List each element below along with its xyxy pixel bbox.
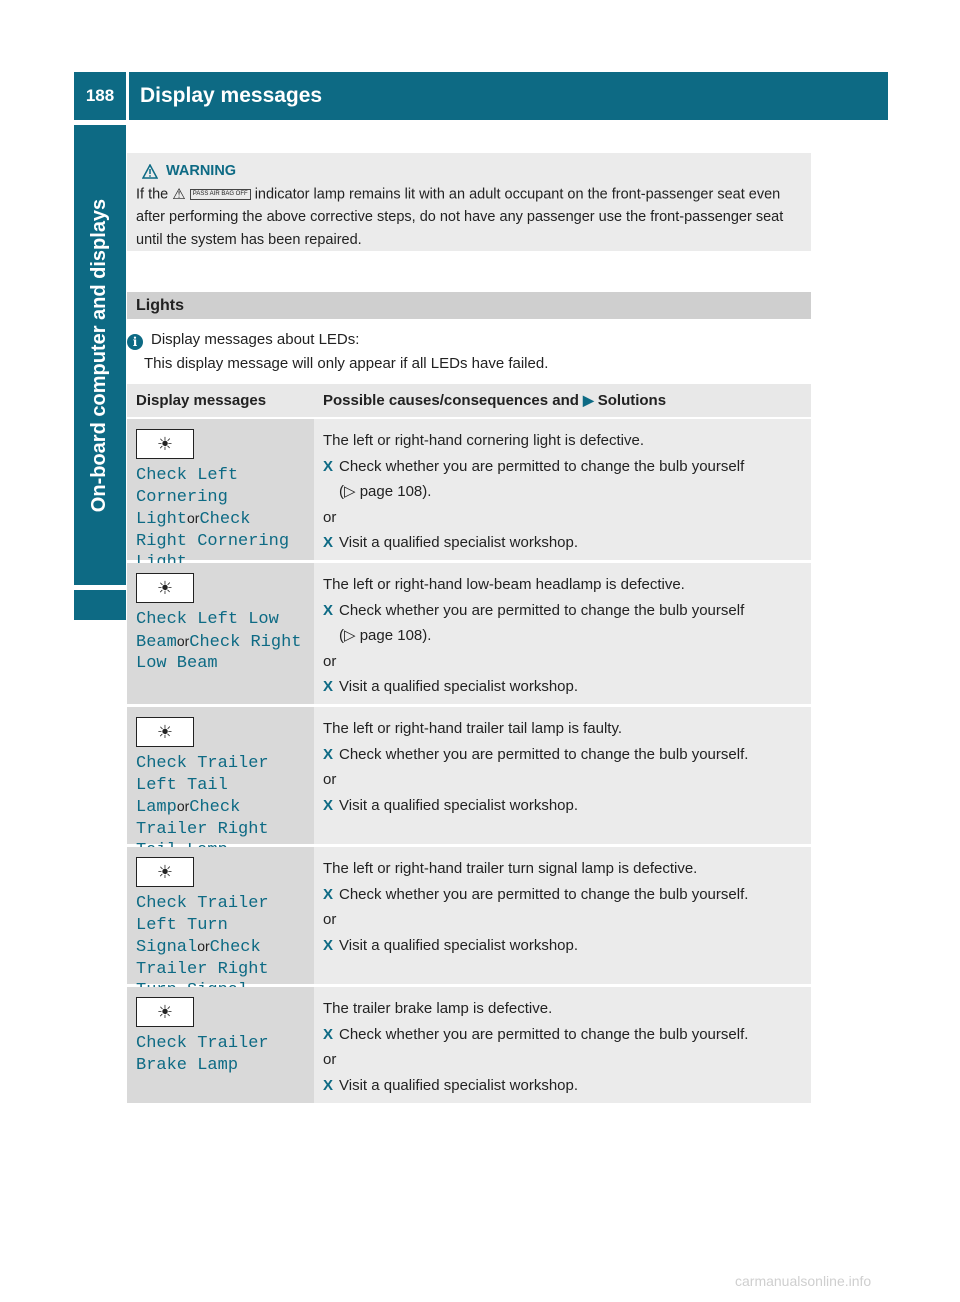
message-code-a: Check Trailer Left Turn Signal <box>136 894 269 957</box>
message-cell <box>127 987 314 1103</box>
bulb-icon: ☀ <box>136 717 194 747</box>
step-arrow-icon: X <box>323 885 334 903</box>
warning-text-start: If the <box>136 186 169 203</box>
or-text: or <box>323 652 337 670</box>
column-header-causes: Possible causes/consequences and <box>323 392 579 409</box>
step-text: Check whether you are permitted to change the bulb yourself <box>339 457 745 475</box>
step-check-bulb <box>323 1022 802 1048</box>
bulb-icon: ☀ <box>136 857 194 887</box>
message-code-b: Check Trailer Right <box>136 798 269 839</box>
section-heading: Lights <box>127 292 811 319</box>
arrow-icon: ▶ <box>582 392 594 408</box>
chapter-marker <box>74 590 126 620</box>
step-text: Check whether you are permitted to change the bulb yourself. <box>339 1025 749 1043</box>
solution-cell <box>314 707 811 844</box>
step-arrow-icon: X <box>323 534 334 551</box>
display-message <box>136 465 305 574</box>
warning-label: WARNING <box>166 163 237 179</box>
step-arrow-icon: X <box>323 745 334 763</box>
solution-cell <box>314 563 811 704</box>
step-arrow-icon: X <box>323 601 334 619</box>
page-reference[interactable]: (▷ page 108). <box>339 483 432 500</box>
display-message <box>136 609 305 675</box>
step-text: Visit a qualified specialist workshop. <box>339 534 579 551</box>
message-cell <box>127 419 314 560</box>
step-visit-workshop <box>323 793 802 819</box>
table-row <box>127 707 811 847</box>
info-icon: i <box>127 334 143 350</box>
cause-text: The left or right-hand cornering light is defective. <box>323 432 644 449</box>
step-text: Check whether you are permitted to change the bulb yourself. <box>339 745 749 763</box>
note-line-1: Display messages about LEDs: <box>151 331 360 348</box>
table-row <box>127 987 811 1106</box>
message-code-a: Check Trailer Brake Lamp <box>136 1034 269 1075</box>
display-message <box>136 1033 305 1076</box>
warning-header <box>136 160 802 183</box>
step-visit-workshop <box>323 674 802 700</box>
or-text: or <box>323 1051 337 1068</box>
step-visit-workshop <box>323 1073 802 1099</box>
or-text: or <box>323 508 337 526</box>
step-text: Visit a qualified specialist workshop. <box>339 678 579 695</box>
or-separator: or <box>197 938 210 954</box>
info-note <box>127 328 811 376</box>
page-reference[interactable]: (▷ page 108). <box>339 627 432 644</box>
or-separator: or <box>176 632 190 649</box>
warning-text <box>136 183 802 252</box>
column-header-messages: Display messages <box>136 392 267 409</box>
cause-text: The left or right-hand low-beam headlamp is defective. <box>323 576 685 593</box>
message-code-b: Check Right Low Beam <box>136 632 302 673</box>
step-arrow-icon: X <box>323 678 334 695</box>
or-text: or <box>323 771 337 788</box>
table-row <box>127 419 811 563</box>
message-cell <box>127 847 314 984</box>
step-arrow-icon: X <box>323 796 334 814</box>
message-code-a: Check Left Cornering Light <box>136 466 239 529</box>
step-arrow-icon: X <box>323 1076 334 1094</box>
message-cell <box>127 707 314 844</box>
bulb-icon: ☀ <box>136 573 194 603</box>
step-text: Visit a qualified specialist workshop. <box>339 936 579 954</box>
display-message <box>136 893 305 1002</box>
step-text: Check whether you are permitted to change the bulb yourself. <box>339 885 749 903</box>
passenger-seat-icon: ⚠ <box>172 186 186 203</box>
solution-cell <box>314 847 811 984</box>
warning-triangle-icon <box>142 164 158 179</box>
step-check-bulb <box>323 454 802 480</box>
message-cell <box>127 563 314 704</box>
message-code-a: Check Trailer Left Tail Lamp <box>136 754 269 817</box>
page-number: 188 <box>74 72 126 120</box>
bulb-icon: ☀ <box>136 997 194 1027</box>
column-header-solutions-label: Solutions <box>597 392 667 409</box>
step-check-bulb <box>323 882 802 908</box>
step-arrow-icon: X <box>323 457 334 475</box>
message-code-b: Check Right Cornering <box>136 510 290 551</box>
or-separator: or <box>187 510 200 526</box>
messages-table <box>127 384 811 1106</box>
step-text: Visit a qualified specialist workshop. <box>339 796 579 814</box>
bulb-icon: ☀ <box>136 429 194 459</box>
step-text: Check whether you are permitted to change the bulb yourself <box>339 601 745 619</box>
table-row <box>127 847 811 987</box>
step-visit-workshop <box>323 933 802 959</box>
or-separator: or <box>176 798 190 814</box>
airbag-off-icon: PASS AIR BAG OFF <box>190 189 251 200</box>
step-text: Visit a qualified specialist workshop. <box>339 1076 579 1094</box>
message-code-b: Check Trailer Right <box>136 938 269 979</box>
chapter-tab <box>74 125 126 585</box>
step-check-bulb <box>323 742 802 768</box>
table-body <box>127 419 811 1106</box>
note-line-2: This display message will only appear if all LEDs have failed. <box>144 355 549 372</box>
warning-text-end: indicator lamp remains lit with an adult occupant on the front-passenger seat even after performing the above corrective steps, do not have any passenger use the front-passenger seat until the system has been repaired. <box>136 186 784 249</box>
or-text: or <box>323 911 337 928</box>
cause-text: The left or right-hand trailer tail lamp is faulty. <box>323 720 623 737</box>
cause-text: The left or right-hand trailer turn signal lamp is defective. <box>323 860 698 877</box>
solution-cell <box>314 987 811 1103</box>
step-check-bulb <box>323 598 802 624</box>
cause-text: The trailer brake lamp is defective. <box>323 1000 553 1017</box>
step-arrow-icon: X <box>323 1025 334 1043</box>
chapter-tab-label: On-board computer and displays <box>88 198 111 512</box>
column-header-solutions <box>314 384 811 417</box>
display-message <box>136 753 305 862</box>
warning-box <box>127 153 811 251</box>
step-arrow-icon: X <box>323 936 334 954</box>
table-row <box>127 563 811 707</box>
solution-cell <box>314 419 811 560</box>
watermark: carmanualsonline.info <box>735 1273 872 1289</box>
message-code-a: Check Left Low Beam <box>136 610 279 652</box>
table-header <box>127 384 811 419</box>
step-visit-workshop <box>323 530 802 556</box>
page-title: Display messages <box>129 72 888 120</box>
